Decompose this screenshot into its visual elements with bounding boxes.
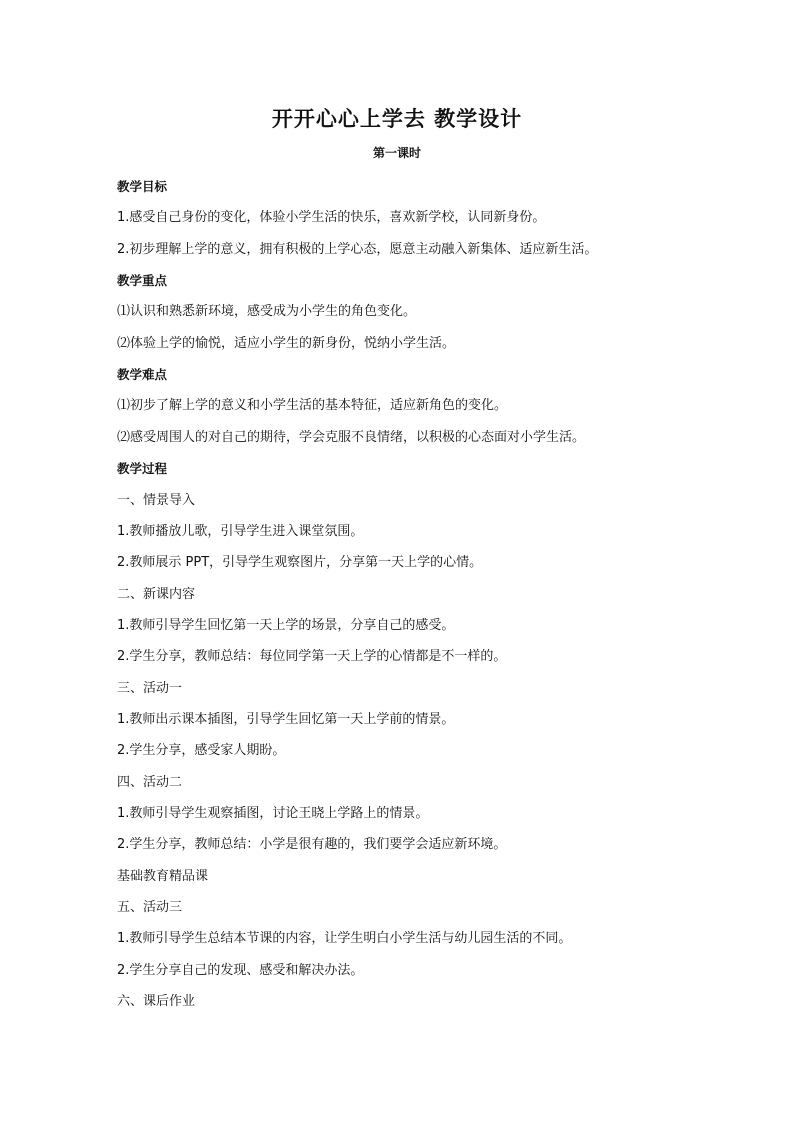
body-line: 一、情景导入 <box>117 492 196 508</box>
body-line: 1.感受自己身份的变化，体验小学生活的快乐，喜欢新学校，认同新身份。 <box>117 210 546 226</box>
body-line: 四、活动二 <box>117 774 183 790</box>
body-line: 2.学生分享自己的发现、感受和解决办法。 <box>117 962 364 978</box>
body-line: 五、活动三 <box>117 900 183 916</box>
document-subtitle: 第一课时 <box>372 146 421 160</box>
body-line: ⑵感受周围人的对自己的期待，学会克服不良情绪，以积极的心态面对小学生活。 <box>117 429 586 445</box>
body-line: 1.教师引导学生观察插图，讨论王晓上学路上的情景。 <box>117 806 429 821</box>
body-line: 2.学生分享，教师总结：小学是很有趣的，我们要学会适应新环境。 <box>117 837 507 853</box>
section-heading: 教学重点 <box>117 273 168 289</box>
section-heading: 教学目标 <box>117 179 168 194</box>
body-line: 1.教师引导学生回忆第一天上学的场景，分享自己的感受。 <box>117 617 455 633</box>
body-line: 基础教育精品课 <box>117 868 209 884</box>
section-heading: 教学难点 <box>117 367 168 383</box>
body-line: ⑴认识和熟悉新环境，感受成为小学生的角色变化。 <box>117 304 417 320</box>
body-line: 六、课后作业 <box>117 994 196 1010</box>
body-line: 三、活动一 <box>117 680 183 696</box>
body-line: 2.学生分享，感受家人期盼。 <box>117 743 286 759</box>
section-heading: 教学过程 <box>117 461 168 477</box>
body-line: 2.初步理解上学的意义，拥有积极的上学心态，愿意主动融入新集体、适应新生活。 <box>117 241 598 257</box>
body-line: 2.教师展示 PPT，引导学生观察图片，分享第一天上学的心情。 <box>117 555 483 571</box>
body-line: 1.教师引导学生总结本节课的内容，让学生明白小学生活与幼儿园生活的不同。 <box>117 931 572 947</box>
body-line: 二、新课内容 <box>117 586 196 602</box>
document-title: 开开心心上学去 教学设计 <box>271 107 523 131</box>
body-line: ⑴初步了解上学的意义和小学生活的基本特征，适应新角色的变化。 <box>117 398 508 414</box>
body-line: 2.学生分享，教师总结：每位同学第一天上学的心情都是不一样的。 <box>117 649 507 665</box>
body-line: ⑵体验上学的愉悦，适应小学生的新身份，悦纳小学生活。 <box>117 335 456 351</box>
body-line: 1.教师出示课本插图，引导学生回忆第一天上学前的情景。 <box>117 711 455 727</box>
body-line: 1.教师播放儿歌，引导学生进入课堂氛围。 <box>117 523 364 539</box>
